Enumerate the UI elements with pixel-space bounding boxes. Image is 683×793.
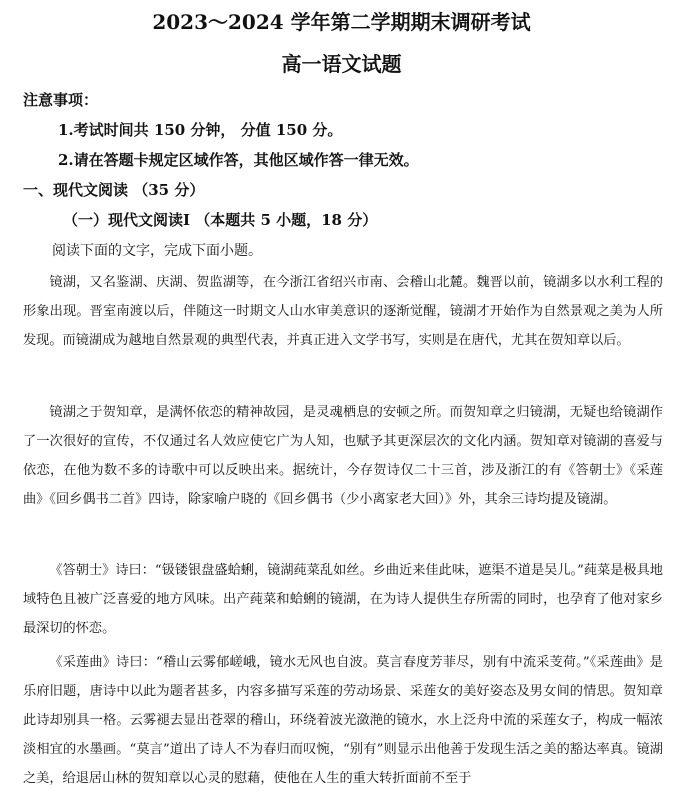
note-item-2: 2.请在答题卡规定区域作答，其他区域作答一律无效。 xyxy=(58,151,419,169)
subsection-title: （一）现代文阅读Ⅰ （本题共 5 小题，18 分） xyxy=(63,211,378,229)
passage-paragraph-1: 镜湖，又名鉴湖、庆湖、贺监湖等，在今浙江省绍兴市南、会稽山北麓。魏晋以前，镜湖多以水利工程的形象出现。晋室南渡以后，伴随这一时期文人山水审美意识的逐渐觉醒，镜湖才开始作为自然景观之美为人所发现。而镜湖成为越地自然景观的典型代表，并真正进入文学书写，实则是在唐代，尤其在贺知章以后。 xyxy=(23,275,663,348)
section-title: 一、现代文阅读 （35 分） xyxy=(23,181,205,199)
notes-heading: 注意事项： xyxy=(23,91,99,109)
exam-title: 2023～2024 学年第二学期期末调研考试 xyxy=(152,10,531,34)
passage-paragraph-3: 《答朝士》诗曰：“钑镂银盘盛蛤蜊，镜湖莼菜乱如丝。乡曲近来佳此味，遮渠不道是吴儿。”莼菜是极具地域特色且被广泛喜爱的地方风味。出产莼菜和蛤蜊的镜湖，在为诗人提供生存所需的同时，也孕育了他对家乡最深切的怀恋。 xyxy=(23,563,663,636)
note-item-1: 1.考试时间共 150 分钟， 分值 150 分。 xyxy=(58,121,343,139)
reading-instruction: 阅读下面的文字，完成下面小题。 xyxy=(52,243,262,259)
passage-paragraph-2: 镜湖之于贺知章，是满怀依恋的精神故园，是灵魂栖息的安顿之所。而贺知章之归镜湖，无疑也给镜湖作了一次很好的宣传，不仅通过名人效应使它广为人知，也赋予其更深层次的文化内涵。贺知章对镜湖的喜爱与依恋，在他为数不多的诗歌中可以反映出来。据统计，今存贺诗仅二十三首，涉及浙江的有《答朝士》《采莲曲》《回乡偶书二首》四诗，除家喻户晓的《回乡偶书（少小离家老大回）》外，其余三诗均提及镜湖。 xyxy=(23,405,663,507)
passage-paragraph-4: 《采莲曲》诗曰：“稽山云雾郁嵯峨，镜水无风也自波。莫言春度芳菲尽，别有中流采芰荷。”《采莲曲》是乐府旧题，唐诗中以此为题者甚多，内容多描写采莲的劳动场景、采莲女的美好姿态及男女间的情思。贺知章此诗却别具一格。云雾褪去显出苍翠的稽山，环绕着波光潋滟的镜水，水上泛舟中流的采莲女子，构成一幅浓淡相宜的水墨画。“莫言”道出了诗人不为春归而叹惋，“别有”则显示出他善于发现生活之美的豁达率真。镜湖之美，给退居山林的贺知章以心灵的慰藉，使他在人生的重大转折面前不至于 xyxy=(23,655,663,786)
subject-title: 高一语文试题 xyxy=(281,52,402,76)
